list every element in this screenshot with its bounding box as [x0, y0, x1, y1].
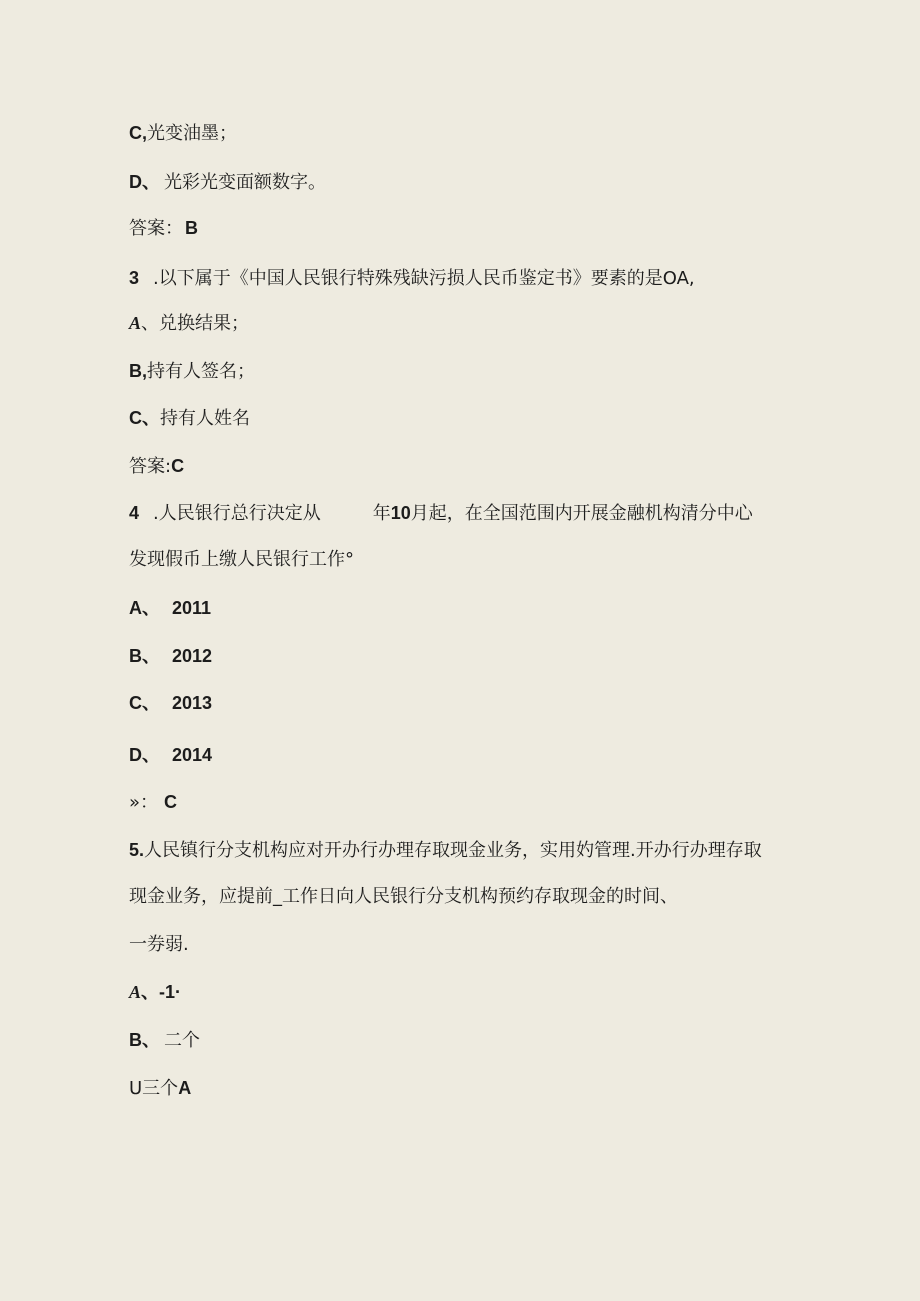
- question-text-part2: 年: [372, 503, 391, 524]
- question-number: 3: [129, 268, 140, 288]
- q3-option-b: [129, 359, 255, 384]
- option-text: U三个: [129, 1078, 179, 1099]
- option-value: 2011: [172, 598, 212, 618]
- q3-option-c: [129, 406, 250, 431]
- option-text: 持有人姓名: [160, 408, 250, 429]
- option-value: 2013: [172, 693, 213, 713]
- question-text-part1: .人民银行总行决定从: [153, 503, 321, 524]
- question-text-line1: 人民镇行分支机构应对开办行办理存取现金业务，实用妁管理.开办行办理存取: [144, 840, 762, 861]
- option-letter: C,: [129, 123, 147, 143]
- option-letter: B、: [129, 1030, 160, 1050]
- question-text-line2: 发现假币上缴人民银行工作°: [129, 549, 354, 570]
- question-text-part3: 月起，在全国范围内开展金融机构清分中心: [410, 503, 753, 524]
- answer-label: 答案:: [129, 456, 172, 477]
- option-letter: A: [129, 313, 142, 333]
- option-text: 光彩光变面额数字。: [164, 172, 326, 193]
- question-text-line2: 现金业务，应提前_工作日向人民银行分支机构预约存取现金的时间、: [129, 886, 678, 907]
- option-letter: B,: [129, 361, 147, 381]
- option-text: 光变油墨；: [147, 123, 237, 144]
- q4-stem-line2: [129, 548, 354, 572]
- option-text: 、-1·: [141, 982, 182, 1002]
- q2-option-c: [129, 121, 237, 146]
- question-number: 5.: [129, 840, 145, 860]
- q3-option-a: [129, 311, 249, 336]
- option-text: 持有人签名；: [147, 361, 255, 382]
- option-letter: D、: [129, 172, 160, 192]
- option-value: 2012: [172, 646, 213, 666]
- q5-option-a: [129, 980, 181, 1005]
- answer-value: C: [171, 456, 185, 476]
- option-letter: C、: [129, 693, 160, 713]
- q4-option-d: [129, 743, 212, 768]
- q4-option-a: [129, 596, 211, 621]
- answer-label: »：: [129, 792, 159, 813]
- option-letter: A、: [129, 598, 160, 618]
- question-text: .以下属于《中国人民银行特殊残缺污损人民币鉴定书》要素的是OA,: [153, 268, 695, 289]
- option-text: 二个: [164, 1030, 200, 1051]
- q5-stem-line1: [129, 838, 762, 863]
- q5-option-c: [129, 1076, 191, 1101]
- q4-option-b: [129, 644, 212, 669]
- question-month: 10: [390, 503, 411, 523]
- q3-answer: [129, 454, 184, 479]
- option-letter: C、: [129, 408, 160, 428]
- option-text: 、兑换结果；: [141, 313, 250, 334]
- option-letter: D、: [129, 745, 160, 765]
- option-value: 2014: [172, 745, 213, 765]
- q3-stem: [129, 266, 695, 291]
- option-mark: A: [178, 1078, 192, 1098]
- option-letter: A: [129, 982, 142, 1002]
- q2-option-d: [129, 170, 326, 195]
- answer-label: 答案：: [129, 218, 183, 239]
- q5-stem-line3: [129, 933, 189, 957]
- q2-answer: [129, 216, 198, 241]
- q5-option-b: [129, 1028, 200, 1053]
- q4-option-c: [129, 691, 212, 716]
- question-text-line3: 一券弱.: [129, 934, 189, 955]
- answer-value: B: [185, 218, 198, 238]
- answer-value: C: [164, 792, 178, 812]
- option-letter: B、: [129, 646, 160, 666]
- question-number: 4: [129, 503, 140, 523]
- q4-stem-line1: [129, 501, 753, 526]
- q5-stem-line2: [129, 885, 678, 909]
- q4-answer: [129, 790, 177, 815]
